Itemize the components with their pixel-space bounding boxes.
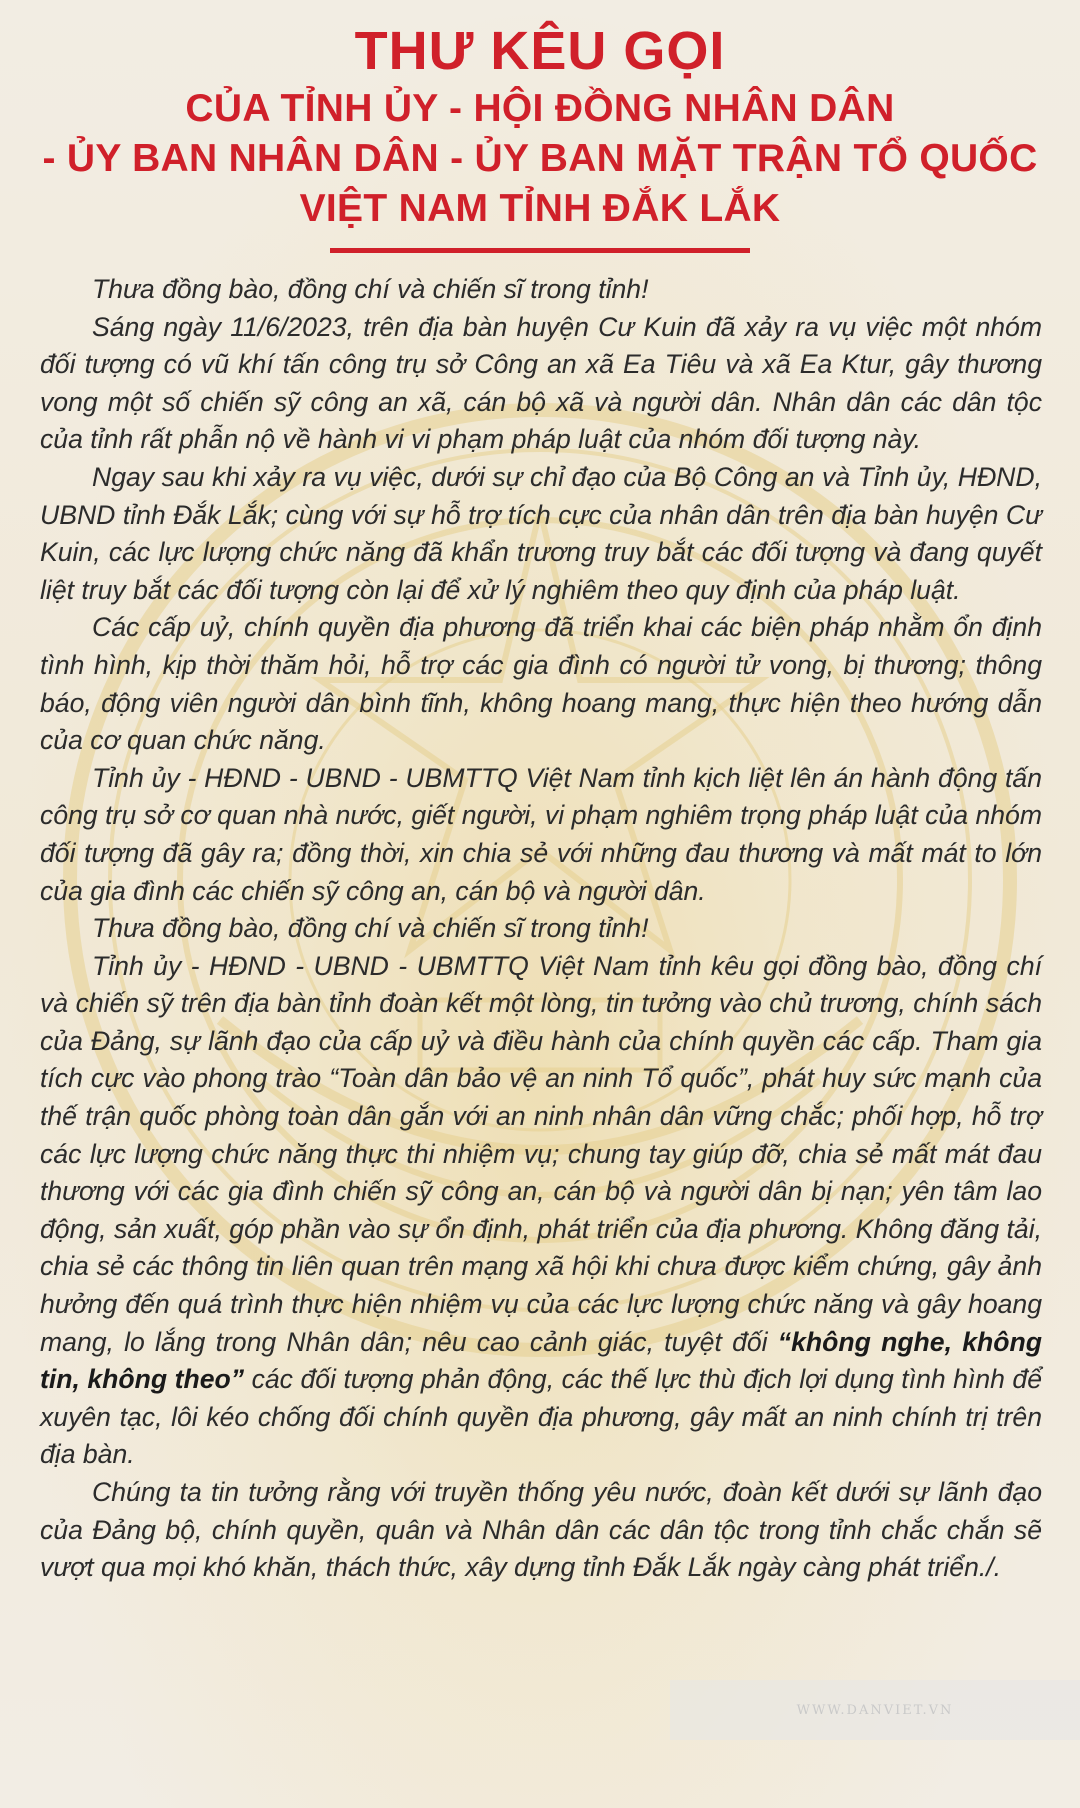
paragraph-condemnation: Tỉnh ủy - HĐND - UBND - UBMTTQ Việt Nam tỉnh kịch liệt lên án hành động tấn công trụ sở cơ quan nhà nước, giết người, vi phạm nghiêm trọng pháp luật của nhóm đối tượng đã gây ra; đồng thời, xin chia sẻ với những đau thương và mất mát to lớn của gia đình các chiến sỹ công an, cán bộ và người dân.	[40, 762, 1042, 906]
paragraph-closing: Chúng ta tin tưởng rằng với truyền thống yêu nước, đoàn kết dưới sự lãnh đạo của Đảng bộ, chính quyền, quân và Nhân dân các dân tộc trong tỉnh chắc chắn sẽ vượt qua mọi khó khăn, thách thức, xây dựng tỉnh Đắk Lắk ngày càng phát triển./.	[40, 1477, 1042, 1583]
subtitle-line-2: - ỦY BAN NHÂN DÂN - ỦY BAN MẶT TRẬN TỔ QUỐC	[42, 137, 1038, 180]
subtitle-line-1: CỦA TỈNH ỦY - HỘI ĐỒNG NHÂN DÂN	[185, 87, 895, 130]
paragraph-appeal	[40, 948, 1042, 1474]
page-title: THƯ KÊU GỌI	[354, 21, 726, 81]
appeal-text-start: Tỉnh ủy - HĐND - UBND - UBMTTQ Việt Nam tỉnh kêu gọi đồng bào, đồng chí và chiến sỹ trên địa bàn tỉnh đoàn kết một lòng, tin tưởng vào chủ trương, chính sách của Đảng, sự lãnh đạo của cấp uỷ và điều hành của chính quyền các cấp. Tham gia tích cực vào phong trào “Toàn dân bảo vệ an ninh Tổ quốc”, phát huy sức mạnh của thế trận quốc phòng toàn dân gắn với an ninh nhân dân vững chắc; phối hợp, hỗ trợ các lực lượng chức năng thực thi nhiệm vụ; chung tay giúp đỡ, chia sẻ mất mát đau thương với các gia đình chiến sỹ công an, cán bộ và người dân bị nạn; yên tâm lao động, sản xuất, góp phần vào sự ổn định, phát triển của địa phương. Không đăng tải, chia sẻ các thông tin liên quan trên mạng xã hội khi chưa được kiểm chứng, gây ảnh hưởng đến quá trình thực hiện nhiệm vụ của các lực lượng chức năng và gây hoang mang, lo lắng trong Nhân dân; nêu cao cảnh giác, tuyệt đối	[40, 950, 1042, 1357]
paragraph-greeting: Thưa đồng bào, đồng chí và chiến sĩ trong tỉnh!	[92, 274, 649, 304]
paragraph-greeting-2: Thưa đồng bào, đồng chí và chiến sĩ trong tỉnh!	[92, 913, 649, 944]
subtitle-line-3: VIỆT NAM TỈNH ĐẮK LẮK	[299, 187, 781, 230]
appeal-text-end: các đối tượng phản động, các thế lực thù địch lợi dụng tình hình để xuyên tạc, lôi kéo chống đối chính quyền địa phương, gây mất an ninh chính trị trên địa bàn.	[40, 1364, 1043, 1470]
paragraph-response: Ngay sau khi xảy ra vụ việc, dưới sự chỉ đạo của Bộ Công an và Tỉnh ủy, HĐND, UBND tỉnh Đắk Lắk; cùng với sự hỗ trợ tích cực của nhân dân trên địa bàn huyện Cư Kuin, các lực lượng chức năng đã khẩn trương truy bắt các đối tượng và đang quyết liệt truy bắt các đối tượng còn lại để xử lý nghiêm theo quy định của pháp luật.	[40, 461, 1042, 605]
appeal-slogan: “không nghe, không tin, không theo”	[40, 1326, 1042, 1395]
source-watermark: WWW.DANVIET.VN	[670, 1680, 1080, 1740]
paragraph-incident: Sáng ngày 11/6/2023, trên địa bàn huyện Cư Kuin đã xảy ra vụ việc một nhóm đối tượng có vũ khí tấn công trụ sở Công an xã Ea Tiêu và xã Ea Ktur, gây thương vong một số chiến sỹ công an xã, cán bộ xã và người dân. Nhân dân các dân tộc của tỉnh rất phẫn nộ về hành vi vi phạm pháp luật của nhóm đối tượng này.	[40, 311, 1042, 455]
paragraph-local-measures: Các cấp uỷ, chính quyền địa phương đã triển khai các biện pháp nhằm ổn định tình hình, kịp thời thăm hỏi, hỗ trợ các gia đình có người tử vong, bị thương; thông báo, động viên người dân bình tĩnh, không hoang mang, thực hiện theo hướng dẫn của cơ quan chức năng.	[40, 612, 1042, 756]
letter-header	[0, 0, 1080, 253]
letter-body	[0, 253, 1080, 1587]
